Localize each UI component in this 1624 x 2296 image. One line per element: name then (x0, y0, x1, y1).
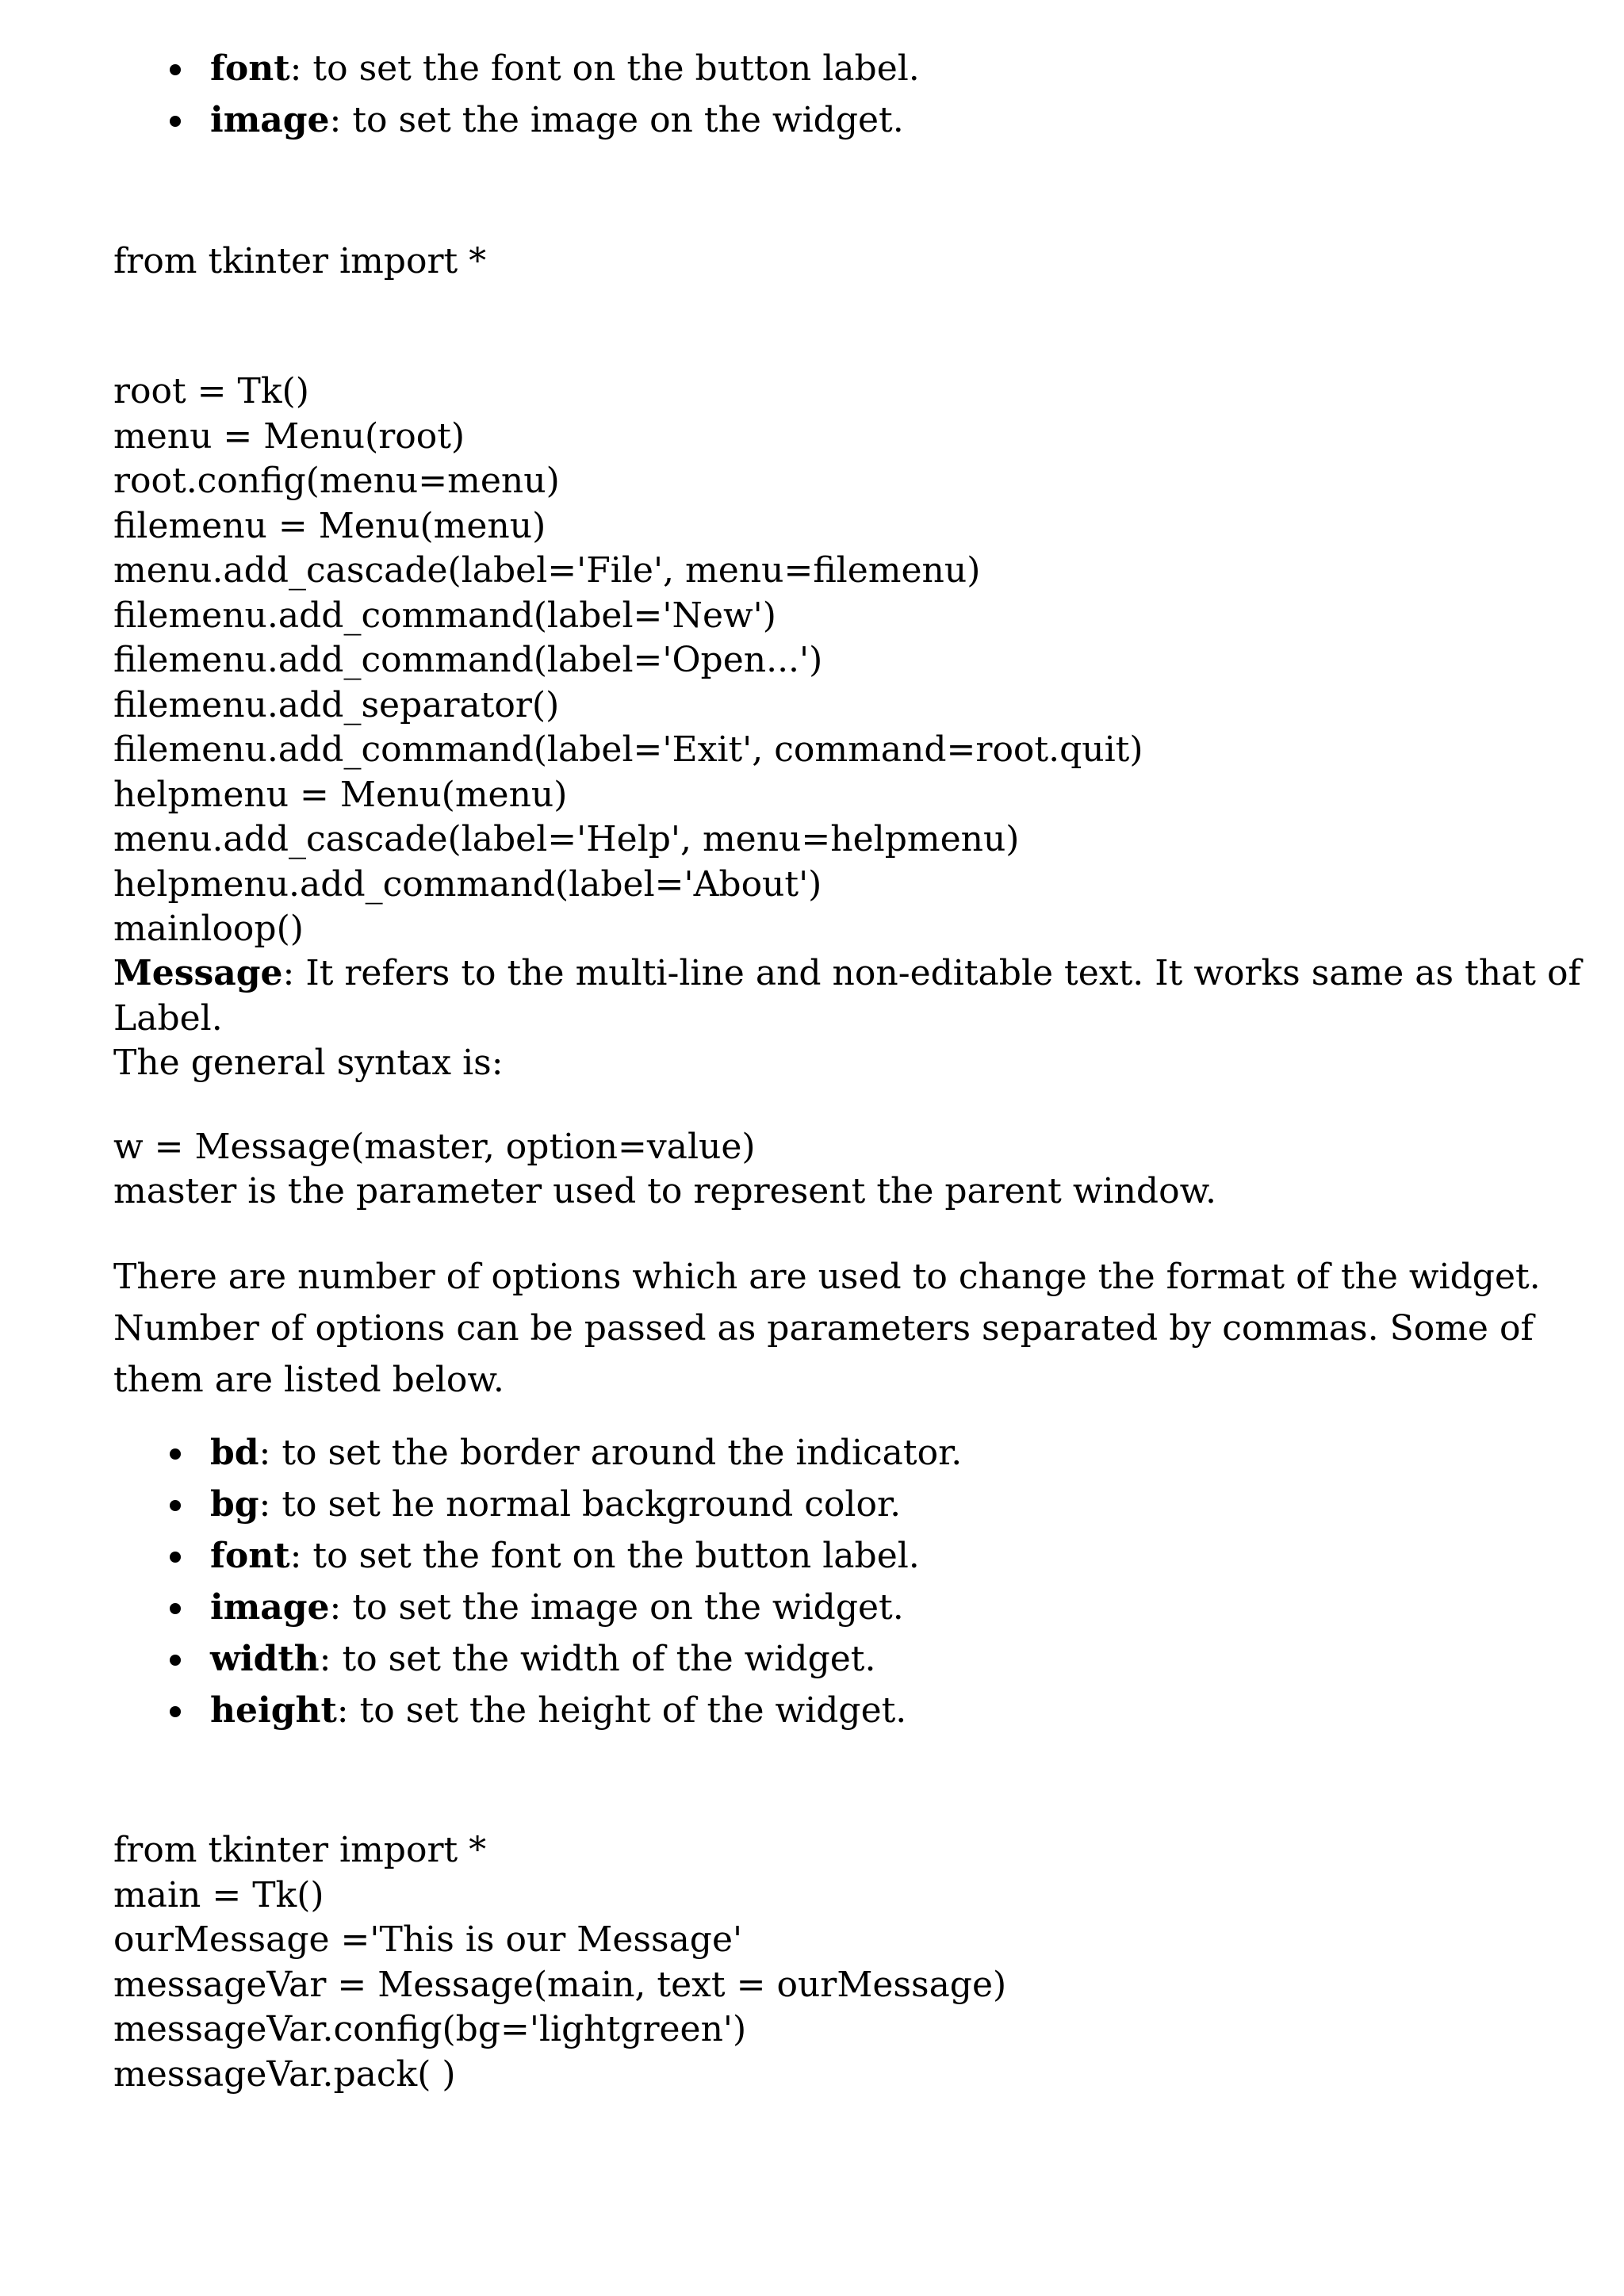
code-line: ourMessage ='This is our Message' (113, 1919, 743, 1960)
code-line: from tkinter import * (113, 1830, 487, 1870)
option-term: bg (210, 1484, 259, 1525)
option-term: bd (210, 1433, 259, 1473)
code-line: filemenu.add_command(label='Open...') (113, 640, 823, 680)
option-desc: : to set the image on the widget. (329, 1587, 904, 1628)
bullet-icon (170, 1655, 181, 1666)
code-line: messageVar.config(bg='lightgreen') (113, 2009, 747, 2049)
bullet-icon (170, 1552, 181, 1563)
message-term: Message (113, 953, 283, 993)
bullet-icon (170, 1448, 181, 1460)
syntax-intro: The general syntax is: (113, 1043, 504, 1083)
bullet-icon (170, 1706, 181, 1717)
option-desc: : to set he normal background color. (259, 1484, 902, 1525)
list-item (0, 1530, 962, 1582)
bullet-icon (170, 1500, 181, 1511)
paragraph-line: Number of options can be passed as parameters separated by commas. Some of (113, 1308, 1534, 1349)
list-item (0, 43, 920, 94)
code-line: messageVar = Message(main, text = ourMessage) (113, 1964, 1007, 2005)
list-item (0, 94, 920, 146)
option-term: font (210, 1536, 290, 1576)
menu-code-block (113, 369, 1143, 952)
paragraph-line: There are number of options which are used to change the format of the widget. (113, 1257, 1541, 1297)
list-item (0, 1427, 962, 1479)
code-line: root.config(menu=menu) (113, 461, 560, 501)
bullet-icon (170, 64, 181, 75)
message-option-list (0, 1427, 962, 1736)
option-desc: : to set the font on the button label. (289, 1536, 920, 1576)
code-line: root = Tk() (113, 371, 309, 411)
code-line: menu.add_cascade(label='Help', menu=helpmenu) (113, 819, 1020, 859)
bullet-icon (170, 116, 181, 127)
option-desc: : to set the border around the indicator. (259, 1433, 963, 1473)
list-item (0, 1582, 962, 1633)
code-line: filemenu = Menu(menu) (113, 505, 546, 546)
code-line: mainloop() (113, 909, 304, 949)
option-desc: : to set the image on the widget. (329, 100, 904, 140)
code-line: filemenu.add_command(label='Exit', command=root.quit) (113, 729, 1143, 770)
option-desc: : to set the height of the widget. (336, 1690, 907, 1731)
code-line: main = Tk() (113, 1874, 324, 1915)
code-line: filemenu.add_separator() (113, 684, 560, 725)
option-term: image (210, 1587, 330, 1628)
option-term: width (210, 1639, 320, 1679)
top-option-list (0, 43, 920, 146)
code-line: helpmenu.add_command(label='About') (113, 863, 822, 905)
code-line: menu = Menu(root) (113, 415, 465, 457)
message-desc-cont: Label. (113, 998, 223, 1039)
list-item (0, 1479, 962, 1530)
syntax-line: w = Message(master, option=value) (113, 1127, 756, 1167)
option-term: height (210, 1690, 337, 1731)
option-desc: : to set the font on the button label. (289, 48, 920, 89)
message-desc: : It refers to the multi-line and non-editable text. It works same as that of (282, 953, 1581, 993)
option-term: font (210, 48, 290, 89)
code-line: filemenu.add_command(label='New') (113, 595, 776, 636)
option-desc: : to set the width of the widget. (319, 1639, 876, 1679)
bullet-icon (170, 1603, 181, 1614)
code-line: menu.add_cascade(label='File', menu=filemenu) (113, 550, 981, 591)
message-heading-line (113, 951, 1581, 996)
code-line: messageVar.pack( ) (113, 2053, 456, 2095)
message-code-block (113, 1828, 1006, 2097)
paragraph-line: them are listed below. (113, 1360, 504, 1400)
list-item (0, 1633, 962, 1685)
master-desc: master is the parameter used to represent the parent window. (113, 1171, 1217, 1211)
list-item (0, 1685, 962, 1736)
import-statement: from tkinter import * (113, 241, 487, 281)
option-term: image (210, 100, 330, 140)
options-paragraph (113, 1251, 1541, 1406)
code-line: helpmenu = Menu(menu) (113, 774, 568, 815)
